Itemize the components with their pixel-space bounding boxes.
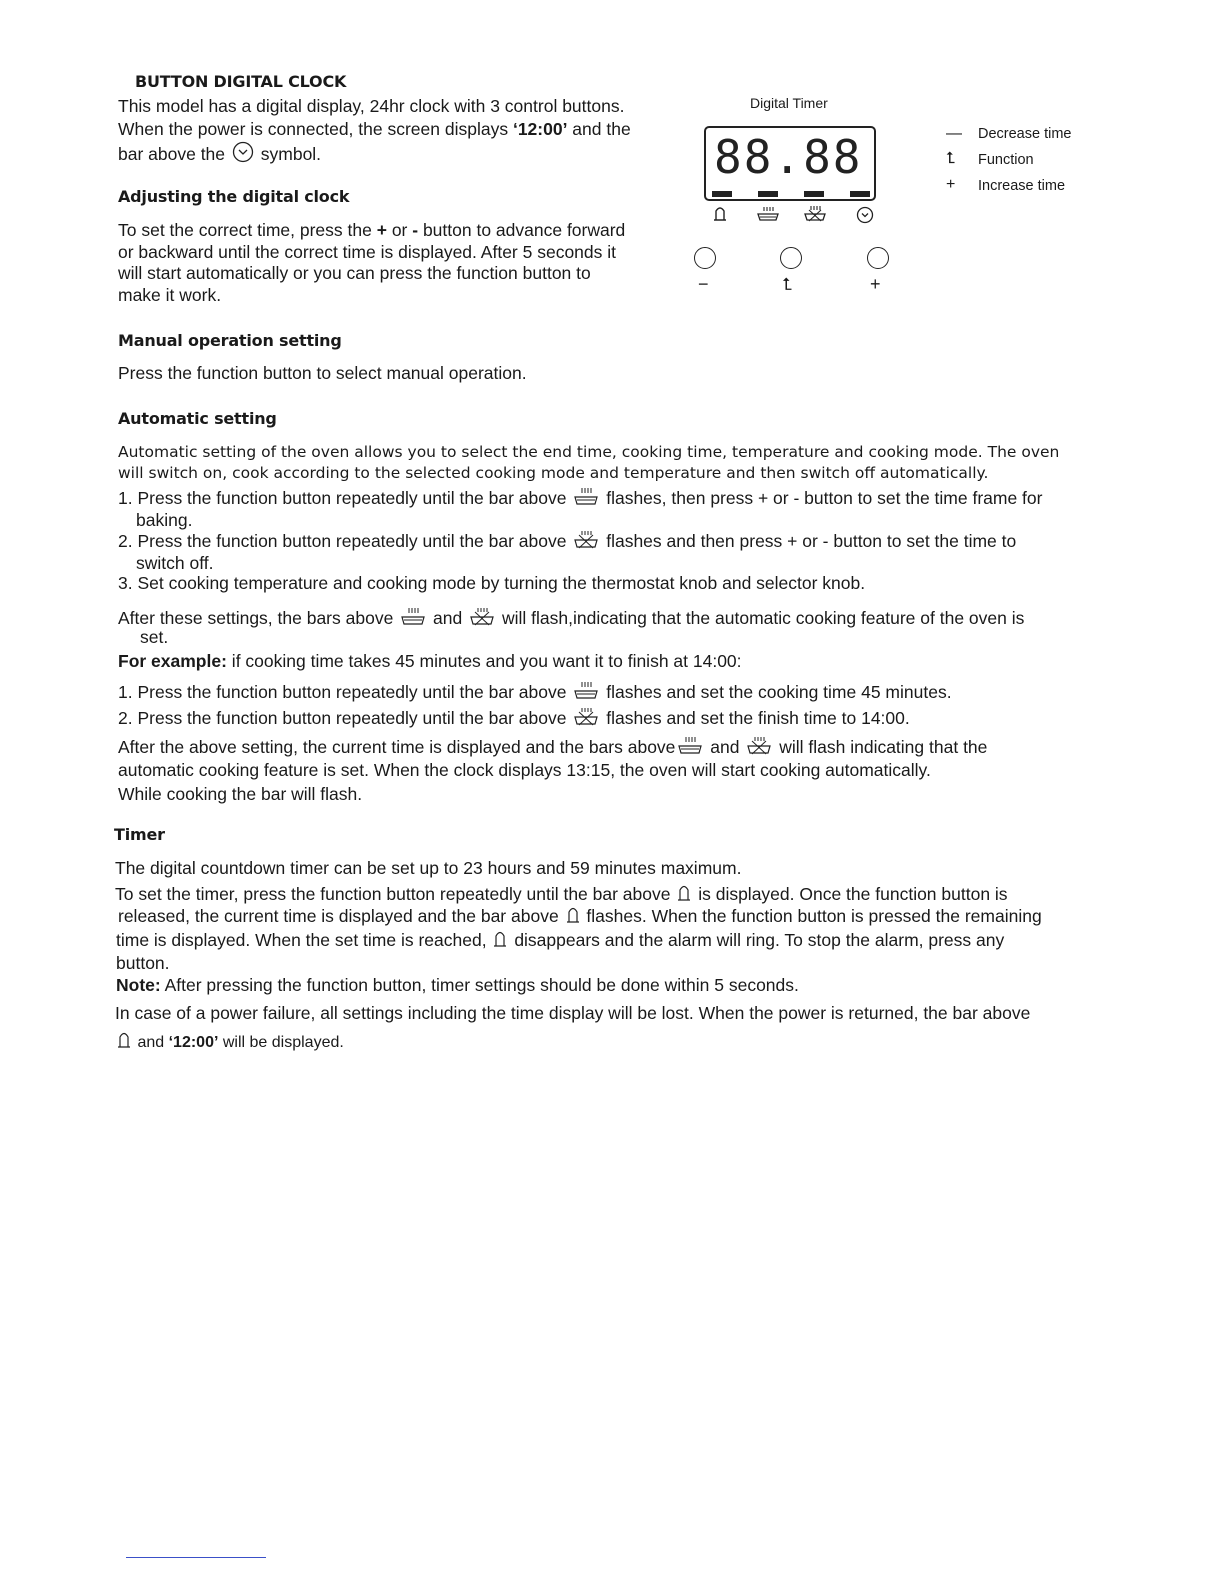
- bottom-heat-icon: [573, 487, 599, 507]
- clock-icon: [856, 206, 874, 224]
- fan-heat-icon: [573, 530, 599, 550]
- increase-legend-icon: +: [946, 176, 956, 193]
- bell-icon: [677, 883, 691, 903]
- intro-line-2: When the power is connected, the screen displays ‘12:00’ and the: [118, 119, 631, 139]
- adjust-line-1: To set the correct time, press the + or - button to advance forward: [118, 220, 626, 240]
- indicator-bar: [850, 191, 870, 197]
- decrease-legend-icon: —: [946, 125, 962, 142]
- intro-line-1: This model has a digital display, 24hr clock with 3 control buttons.: [118, 96, 625, 116]
- timer-power-line-2: and ‘12:00’ will be displayed.: [115, 1030, 344, 1052]
- function-button-label: ⮤: [782, 275, 793, 294]
- timer-line-3: released, the current time is displayed and the bar above flashes. When the function button is pressed the remaining: [118, 906, 1042, 926]
- decrease-legend-label: Decrease time: [978, 126, 1072, 142]
- timer-note: Note: After pressing the function button, timer settings should be done within 5 seconds.: [116, 975, 799, 995]
- footer-link-underline: [126, 1557, 266, 1558]
- bottom-heat-icon: [677, 736, 703, 756]
- fan-heat-icon: [573, 707, 599, 727]
- bottom-heat-icon: [573, 681, 599, 701]
- bottom-heat-icon: [756, 205, 780, 223]
- auto-step-2-cont: switch off.: [136, 553, 214, 573]
- clock-icon: [232, 141, 254, 163]
- indicator-bar: [804, 191, 824, 197]
- example-after-1: After the above setting, the current time is displayed and the bars above and will flash indicating that the: [118, 737, 988, 757]
- adjust-line-2: or backward until the correct time is displayed. After 5 seconds it: [118, 242, 617, 262]
- adjust-line-4: make it work.: [118, 285, 222, 305]
- auto-after-settings: After these settings, the bars above and will flash,indicating that the automatic cooking feature of the oven is: [118, 608, 1025, 628]
- increase-button[interactable]: [867, 247, 889, 269]
- bell-icon: [117, 1030, 131, 1050]
- timer-power-line-1: In case of a power failure, all settings including the time display will be lost. When the power is returned, the bar above: [115, 1003, 1031, 1023]
- indicator-bar: [712, 191, 732, 197]
- fan-heat-icon: [469, 607, 495, 627]
- display-digits: 88.88: [714, 130, 863, 184]
- bell-icon: [713, 205, 727, 223]
- section-heading-adjusting: Adjusting the digital clock: [118, 187, 350, 206]
- increase-button-label: +: [870, 274, 881, 294]
- bell-icon: [493, 929, 507, 949]
- intro-line-3: bar above the symbol.: [118, 141, 321, 165]
- auto-after-settings-cont: set.: [140, 627, 169, 647]
- section-heading-timer: Timer: [114, 825, 165, 844]
- timer-display: [704, 126, 876, 201]
- auto-step-3: 3. Set cooking temperature and cooking mode by turning the thermostat knob and selector knob.: [118, 573, 866, 593]
- fan-heat-icon: [803, 205, 827, 223]
- auto-line-1: Automatic setting of the oven allows you to select the end time, cooking time, temperature and cooking mode. The oven: [118, 443, 1060, 461]
- example-after-2: automatic cooking feature is set. When the clock displays 13:15, the oven will start cooking automatically.: [118, 760, 931, 780]
- timer-line-5: button.: [116, 953, 170, 973]
- auto-step-1: 1. Press the function button repeatedly until the bar above flashes, then press + or - button to set the time frame for: [118, 488, 1043, 508]
- auto-step-1-cont: baking.: [136, 510, 193, 530]
- auto-step-2: 2. Press the function button repeatedly until the bar above flashes and then press + or - button to set the time to: [118, 531, 1017, 551]
- fan-heat-icon: [746, 736, 772, 756]
- example-step-1: 1. Press the function button repeatedly until the bar above flashes and set the cooking time 45 minutes.: [118, 682, 952, 702]
- timer-line-1: The digital countdown timer can be set up to 23 hours and 59 minutes maximum.: [115, 858, 742, 878]
- decrease-button[interactable]: [694, 247, 716, 269]
- section-heading-manual: Manual operation setting: [118, 331, 342, 350]
- section-heading-automatic: Automatic setting: [118, 409, 277, 428]
- manual-line-1: Press the function button to select manual operation.: [118, 363, 527, 383]
- increase-legend-label: Increase time: [978, 178, 1066, 194]
- function-legend-icon: ⮤: [946, 150, 956, 167]
- timer-line-2: To set the timer, press the function button repeatedly until the bar above is displayed. Once the function button is: [115, 884, 1008, 904]
- diagram-title: Digital Timer: [750, 95, 828, 111]
- adjust-line-3: will start automatically or you can press the function button to: [118, 263, 591, 283]
- function-legend-label: Function: [978, 152, 1034, 168]
- example-step-2: 2. Press the function button repeatedly until the bar above flashes and set the finish time to 14:00.: [118, 708, 910, 728]
- auto-line-2: will switch on, cook according to the selected cooking mode and temperature and then switch off automatically.: [118, 464, 989, 482]
- indicator-bar: [758, 191, 778, 197]
- example-after-3: While cooking the bar will flash.: [118, 784, 363, 804]
- decrease-button-label: −: [698, 274, 709, 294]
- bell-icon: [566, 905, 580, 925]
- section-heading-digital-clock: BUTTON DIGITAL CLOCK: [135, 72, 347, 91]
- example-intro: For example: if cooking time takes 45 minutes and you want it to finish at 14:00:: [118, 651, 742, 671]
- timer-line-4: time is displayed. When the set time is reached, disappears and the alarm will ring. To stop the alarm, press any: [116, 930, 1005, 950]
- bottom-heat-icon: [400, 607, 426, 627]
- function-button[interactable]: [780, 247, 802, 269]
